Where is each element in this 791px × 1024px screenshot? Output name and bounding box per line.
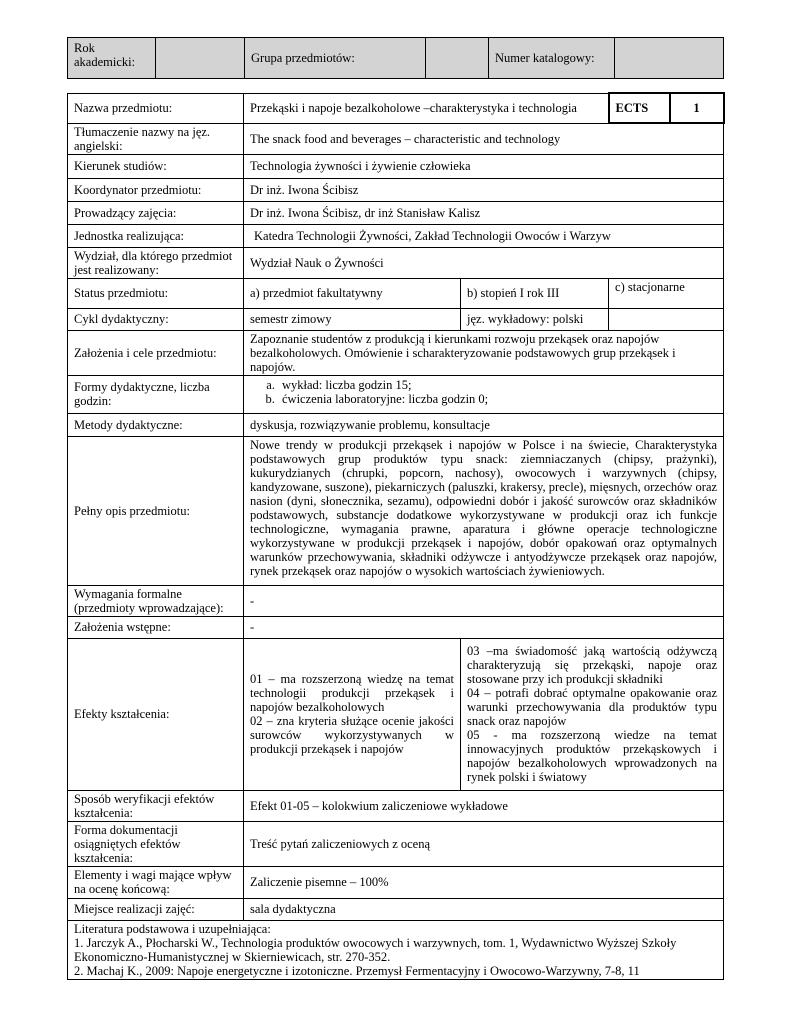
row-wymagania [68,585,724,616]
metody-label: Metody dydaktyczne: [68,413,244,436]
prowadzacy-value: Dr inż. Iwona Ścibisz, dr inż Stanisław Kalisz [244,201,724,224]
row-metody [68,413,724,436]
row-miejsce [68,898,724,920]
wstepne-value: - [244,616,724,638]
tlumaczenie-label: Tłumaczenie nazwy na jęz. angielski: [68,123,244,154]
row-prowadzacy [68,201,724,224]
row-zalozenia [68,330,724,375]
zalozenia-label: Założenia i cele przedmiotu: [68,330,244,375]
miejsce-value: sala dydaktyczna [244,898,724,920]
zalozenia-value: Zapoznanie studentów z produkcją i kierunkami rozwoju przekąsek oraz napojów bezalkoholowych. Omówienie i scharakteryzowanie podstawowych grup przekąsek i napojów. [244,330,724,375]
numer-value [615,38,724,79]
row-nazwa [68,93,724,123]
prowadzacy-label: Prowadzący zajęcia: [68,201,244,224]
literatura-cell [68,920,724,979]
row-wstepne [68,616,724,638]
ects-value: 1 [670,93,724,123]
row-sposob [68,790,724,821]
elementy-value: Zaliczenie pisemne – 100% [244,866,724,898]
wymagania-value: - [244,585,724,616]
efekty-left: 01 – ma rozszerzoną wiedzę na temat technologii produkcji przekąsek i napojów bezalkoholowych 02 – zna kryteria służące ocenie jakości surowców wykorzystywanych w produkcji przekąsek i napojów [244,638,461,790]
row-forma-dok [68,821,724,866]
course-table [67,92,725,980]
kierunek-value: Technologia żywności i żywienie człowieka [244,154,724,178]
row-elementy [68,866,724,898]
formy-value [244,375,724,413]
cykl-value: semestr zimowy [244,308,461,330]
row-jednostka [68,224,724,247]
rok-label: Rok akademicki: [68,38,156,79]
formy-label: Formy dydaktyczne, liczba godzin: [68,375,244,413]
jednostka-label: Jednostka realizująca: [68,224,244,247]
wydzial-label: Wydział, dla którego przedmiot jest realizowany: [68,247,244,278]
formy-list [250,378,717,406]
header-table [67,37,724,79]
opis-label: Pełny opis przedmiotu: [68,436,244,585]
sposob-value: Efekt 01-05 – kolokwium zaliczeniowe wykładowe [244,790,724,821]
row-formy [68,375,724,413]
jednostka-value: Katedra Technologii Żywności, Zakład Technologii Owoców i Warzyw [244,224,724,247]
status-a: a) przedmiot fakultatywny [244,278,461,308]
koordynator-value: Dr inż. Iwona Ścibisz [244,178,724,201]
row-opis [68,436,724,585]
formy-item: a. wykład: liczba godzin 15; [278,378,717,392]
nazwa-label: Nazwa przedmiotu: [68,93,244,123]
row-efekty [68,638,724,790]
cykl-jezyk: jęz. wykładowy: polski [461,308,609,330]
cykl-label: Cykl dydaktyczny: [68,308,244,330]
opis-value: Nowe trendy w produkcji przekąsek i napojów w Polsce i na świecie, Charakterystyka podstawowych grup produktów typu snack: ziemniaczanych (chipsy, prażynki), kukurydzianych (chrupki, popcorn, nachosy), owocowych i warzywnych (chipsy, kandyzowane, suszone), piekarniczych (paluszki, krakersy, precle), mięsnych, orzechów oraz nasion (dyni, słonecznika, sezamu), odpowiedni dobór i jakość surowców oraz składników podstawowych, substancje dodatkowe wykorzystywane w produkcji oraz ich funkcje technologiczne, wymagania prawne, aparatura i główne operacje technologiczne wykorzystywane w produkcji przekąsek i napojów, dobór opakowań oraz optymalnych warunków przechowywania, składniki odżywcze i antyodżywcze przekąsek oraz napojów, rynek przekąsek oraz napojów o wysokich wartościach żywieniowych. [244,436,724,585]
ects-label: ECTS [609,93,670,123]
status-b: b) stopień I rok III [461,278,609,308]
wstepne-label: Założenia wstępne: [68,616,244,638]
status-c: c) stacjonarne [609,278,724,308]
formy-item: b. ćwiczenia laboratoryjne: liczba godzin 0; [278,392,717,406]
koordynator-label: Koordynator przedmiotu: [68,178,244,201]
status-label: Status przedmiotu: [68,278,244,308]
row-cykl [68,308,724,330]
literatura-item: 2. Machaj K., 2009: Napoje energetyczne i izotoniczne. Przemysł Fermentacyjny i Owocowo-Warzywny, 7-8, 11 [74,963,640,978]
efekty-right: 03 –ma świadomość jaką wartością odżywczą charakteryzują się przekąski, napoje oraz stosowane przy ich produkcji składniki 04 – potrafi dobrać optymalne opakowanie oraz warunki przechowywania dla produktów typu snack oraz napojów 05 - ma rozszerzoną wiedze na temat innowacyjnych produktów przekąskowych i napojów bezalkoholowych wprowadzonych na rynek polski i światowy [461,638,724,790]
cykl-empty [609,308,724,330]
literatura-item: 1. Jarczyk A., Płocharski W., Technologia produktów owocowych i warzywnych, tom. 1, Wydawnictwo Wyższej Szkoły Ekonomiczno-Humanistycznej w Skierniewicach, str. 270-352. [74,935,677,964]
numer-label: Numer katalogowy: [489,38,615,79]
tlumaczenie-value: The snack food and beverages – characteristic and technology [244,123,724,154]
row-literatura [68,920,724,979]
miejsce-label: Miejsce realizacji zajęć: [68,898,244,920]
metody-value: dyskusja, rozwiązywanie problemu, konsultacje [244,413,724,436]
grupa-value [426,38,489,79]
efekty-label: Efekty kształcenia: [68,638,244,790]
wymagania-label: Wymagania formalne (przedmioty wprowadzające): [68,585,244,616]
forma-dok-label: Forma dokumentacji osiągniętych efektów kształcenia: [68,821,244,866]
sposob-label: Sposób weryfikacji efektów kształcenia: [68,790,244,821]
row-kierunek [68,154,724,178]
row-wydzial [68,247,724,278]
grupa-label: Grupa przedmiotów: [245,38,426,79]
row-tlumaczenie [68,123,724,154]
forma-dok-value: Treść pytań zaliczeniowych z oceną [244,821,724,866]
literatura-heading: Literatura podstawowa i uzupełniająca: [74,921,271,936]
row-koordynator [68,178,724,201]
elementy-label: Elementy i wagi mające wpływ na ocenę końcową: [68,866,244,898]
kierunek-label: Kierunek studiów: [68,154,244,178]
wydzial-value: Wydział Nauk o Żywności [244,247,724,278]
rok-value [156,38,245,79]
row-status [68,278,724,308]
nazwa-value: Przekąski i napoje bezalkoholowe –charakterystyka i technologia [244,93,609,123]
